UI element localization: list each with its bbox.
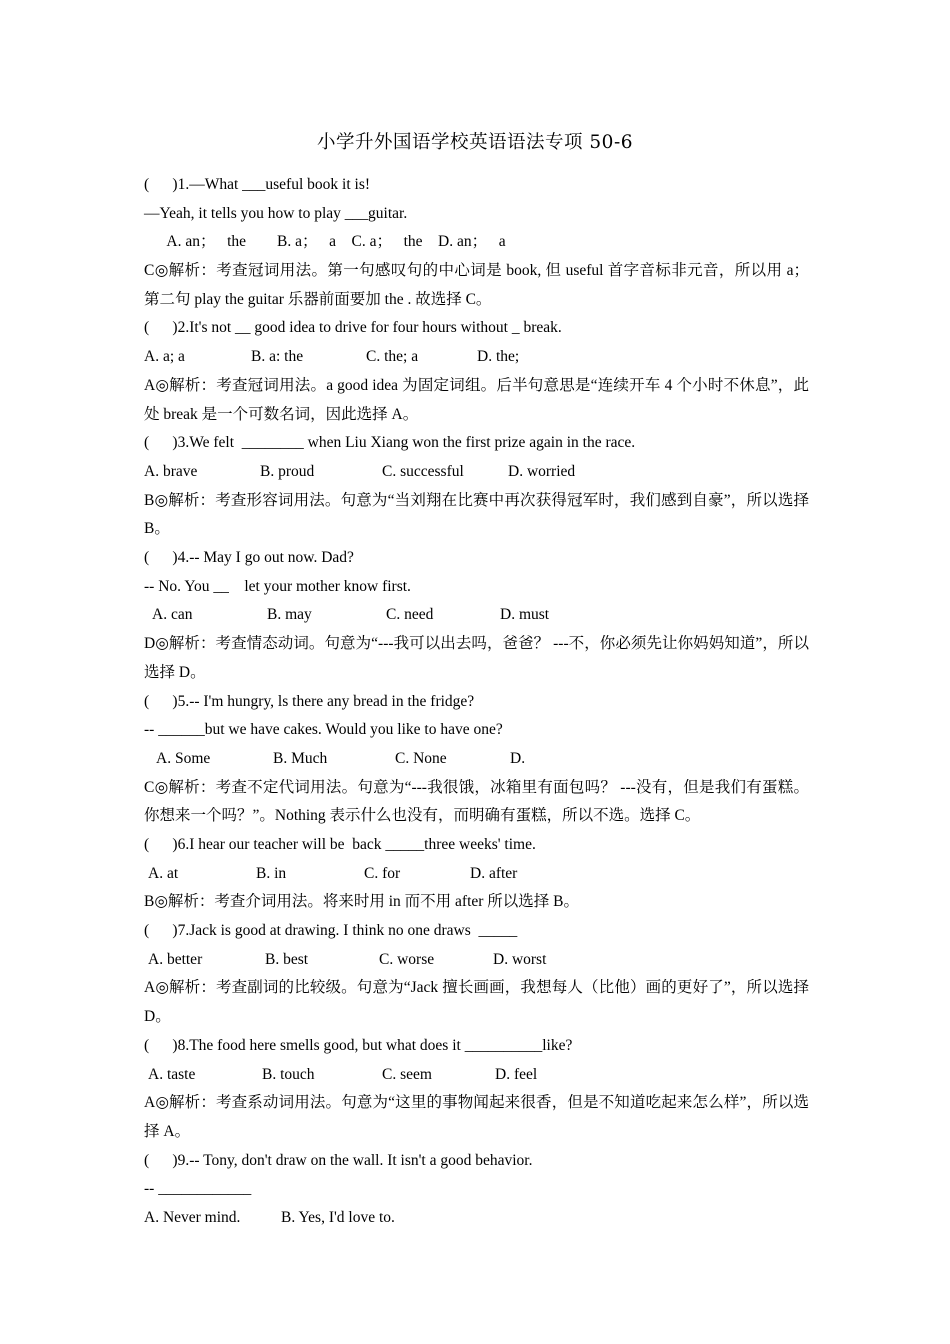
question-4-dialogue: -- No. You __ let your mother know first. xyxy=(144,577,411,595)
option-c: C. worse xyxy=(379,950,435,968)
question-9-dialogue: -- ____________ xyxy=(144,1180,252,1198)
question-2-explanation: A◎解析：考查冠词用法。a good idea 为固定词组。后半句意思是“连续开车 4 个小时不休息”，此处 break 是一个可数名词，因此选择 A。 xyxy=(144,376,809,423)
option-d: D. must xyxy=(500,606,550,624)
option-a: A. at xyxy=(148,864,179,882)
option-a: A. Some xyxy=(156,749,211,767)
question-5-prompt: ( )5.-- I'm hungry, ls there any bread in the fridge? xyxy=(144,692,475,710)
option-a: A. brave xyxy=(144,462,198,480)
option-a: A. taste xyxy=(148,1065,196,1083)
option-a: A. can xyxy=(152,606,193,624)
option-b: B. Much xyxy=(273,749,328,767)
option-d: D. after xyxy=(470,864,518,882)
option-c: C. need xyxy=(386,606,434,624)
question-4-options xyxy=(144,601,809,630)
question-1-prompt: ( )1.—What ___useful book it is! xyxy=(144,176,371,193)
question-9-options xyxy=(144,1204,809,1233)
question-2-prompt: ( )2.It's not __ good idea to drive for four hours without _ break. xyxy=(144,319,562,337)
question-8-options xyxy=(144,1061,809,1090)
option-c: C. seem xyxy=(382,1065,432,1083)
question-1-explanation: C◎解析：考查冠词用法。第一句感叹句的中心词是 book, 但 useful 首字音标非元音，所以用 a；第二句 play the guitar 乐器前面要加 the . 故选择 C。 xyxy=(144,262,809,308)
question-6-prompt: ( )6.I hear our teacher will be back _____three weeks' time. xyxy=(144,835,536,853)
option-d: D. feel xyxy=(495,1065,538,1083)
option-a: A. Never mind. xyxy=(144,1208,241,1226)
question-9-prompt: ( )9.-- Tony, don't draw on the wall. It isn't a good behavior. xyxy=(144,1151,533,1169)
option-c: C. successful xyxy=(382,462,464,480)
question-5-explanation: C◎解析：考查不定代词用法。句意为“---我很饿，冰箱里有面包吗？ ---没有，但是我们有蛋糕。你想来一个吗？”。Nothing 表示什么也没有，而明确有蛋糕，所以不选。选择 C。 xyxy=(144,778,809,825)
question-7-explanation: A◎解析：考查副词的比较级。句意为“Jack 擅长画画，我想每人（比他）画的更好了”，所以选择 D。 xyxy=(144,979,809,1026)
option-b: B. in xyxy=(256,864,287,882)
question-2-options xyxy=(144,343,809,372)
question-8-prompt: ( )8.The food here smells good, but what does it __________like? xyxy=(144,1036,573,1054)
question-6-options xyxy=(144,860,809,889)
question-5-options xyxy=(144,745,809,774)
option-c: C. the; a xyxy=(366,348,419,366)
question-4-explanation: D◎解析：考查情态动词。句意为“---我可以出去吗，爸爸？ ---不，你必须先让你妈妈知道”，所以选择 D。 xyxy=(144,635,809,681)
option-b: B. Yes, I'd love to. xyxy=(281,1208,395,1226)
option-c: C. for xyxy=(364,864,401,882)
option-d: D. worst xyxy=(493,950,547,968)
question-1-options: A. an； the B. a； a C. a； the D. an； a xyxy=(144,233,506,251)
question-4-prompt: ( )4.-- May I go out now. Dad? xyxy=(144,549,354,567)
option-c: C. None xyxy=(395,749,447,767)
question-8-explanation: A◎解析：考查系动词用法。句意为“这里的事物闻起来很香，但是不知道吃起来怎么样”，所以选择 A。 xyxy=(144,1094,809,1140)
question-6-explanation: B◎解析：考查介词用法。将来时用 in 而不用 after 所以选择 B。 xyxy=(144,893,580,911)
option-b: B. touch xyxy=(262,1065,315,1083)
option-a: A. better xyxy=(148,950,203,968)
question-3-prompt: ( )3.We felt ________ when Liu Xiang won the first prize again in the race. xyxy=(144,434,636,452)
question-3-explanation: B◎解析：考查形容词用法。句意为“当刘翔在比赛中再次获得冠军时，我们感到自豪”，所以选择 B。 xyxy=(144,491,809,538)
option-d: D. xyxy=(510,749,526,767)
question-3-options xyxy=(144,458,809,487)
question-7-prompt: ( )7.Jack is good at drawing. I think no one draws _____ xyxy=(144,922,518,940)
option-b: B. proud xyxy=(260,462,315,480)
question-7-options xyxy=(144,946,809,975)
option-b: B. a: the xyxy=(251,348,304,366)
option-d: D. worried xyxy=(508,462,576,480)
question-list xyxy=(144,171,809,1233)
question-1-dialogue: —Yeah, it tells you how to play ___guitar. xyxy=(144,204,408,222)
option-a: A. a; a xyxy=(144,348,185,366)
question-5-dialogue: -- ______but we have cakes. Would you like to have one? xyxy=(144,721,503,739)
option-b: B. may xyxy=(267,606,312,624)
option-d: D. the; xyxy=(477,348,520,366)
option-b: B. best xyxy=(265,950,309,968)
page-title: 小学升外国语学校英语语法专项 50-6 xyxy=(317,132,633,153)
